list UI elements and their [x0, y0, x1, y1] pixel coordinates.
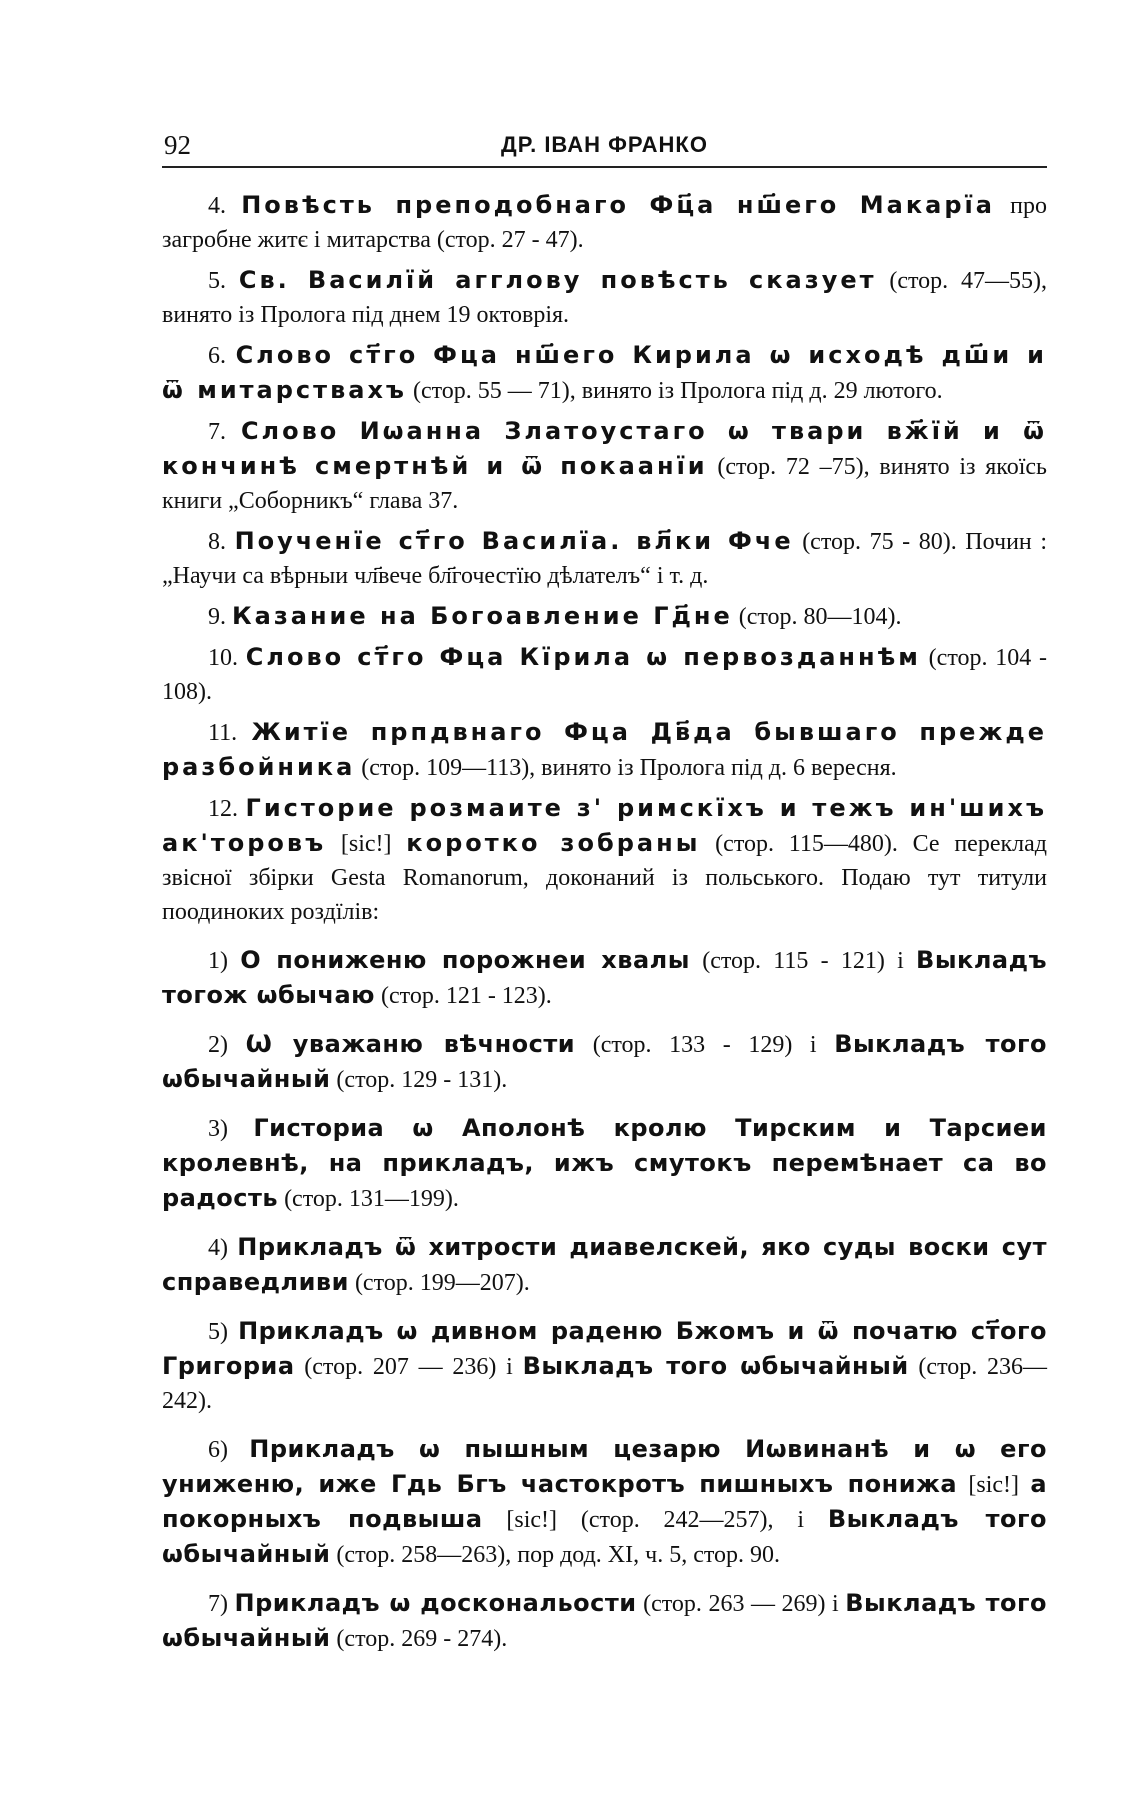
entry-text: (стор. 115—480). Се переклад звісної збірки Gesta Romanorum, доконаний із польського. Подаю тут титули поодиноких роздїлів: — [162, 831, 1047, 925]
list-item — [162, 414, 1047, 518]
list-item — [162, 715, 1047, 785]
entry-title-continued: коротко зобраны — [406, 829, 701, 857]
list-item — [162, 1586, 1047, 1656]
entry-title: Повѣсть преподобнаго Фц҃а нш҃его Макарїа — [241, 191, 995, 219]
list-item — [162, 1230, 1047, 1300]
entry-number: 11. — [208, 720, 238, 746]
sub-text: (стор. 207 — 236) і — [304, 1354, 513, 1380]
sub-title: Прикладъ ѿ хитрости диавелскей, яко суды воски сут справедливи — [162, 1233, 1048, 1296]
entry-text: (стор. 109—113), винято із Пролога під д. 6 вересня. — [361, 755, 897, 781]
sub-title: Выкладъ того ѡбычайный — [162, 1505, 1047, 1568]
sub-title: Выкладъ тогож ѡбычаю — [162, 946, 1048, 1009]
sub-title: Гисториа ѡ Аполонѣ кролю Тирским и Тарсиеи кролевнѣ, на прикладъ, ижъ смутокъ перемѣнает са во радость — [162, 1114, 1047, 1212]
page-number: 92 — [164, 130, 191, 160]
entry-number: 4. — [208, 193, 226, 219]
entry-title: Казание на Богоавление Гд҃не — [232, 602, 733, 630]
list-item — [162, 188, 1047, 257]
sub-text: (стор. 131—199). — [284, 1186, 459, 1212]
list-item — [162, 1111, 1047, 1216]
list-item — [162, 1027, 1047, 1097]
sub-text: (стор. 129 - 131). — [336, 1067, 508, 1093]
sub-title: Прикладъ ѡ доскональости — [234, 1589, 637, 1617]
page-header — [162, 122, 1047, 168]
sub-number: 1) — [208, 948, 228, 974]
entry-title: Слово Иѡанна Златоустаго ѡ твари вж҃їй и ѿ кончинѣ смертнѣй и ѿ покаанїи — [162, 417, 1047, 480]
entry-number: 7. — [208, 419, 226, 445]
sub-title: Выкладъ того ѡбычайный — [162, 1030, 1048, 1093]
sub-title: Выкладъ того ѡбычайный — [162, 1589, 1048, 1652]
list-item — [162, 1314, 1047, 1418]
sub-text: [sic!] (стор. 242—257), і — [506, 1507, 805, 1533]
sub-title: О пониженю порожнеи хвалы — [240, 946, 690, 974]
sub-title: а покорныхъ подвыша — [162, 1470, 1048, 1533]
entry-title: Поученїе ст҃го Василїа. вл҃ки Фче — [234, 527, 794, 555]
entry-title: Слово ст҃го Фца нш҃его Кирила ѡ исходѣ дш҃и и ѿ митарствахъ — [162, 341, 1047, 404]
list-item — [162, 791, 1047, 929]
entry-text: (стор. 104 - 108). — [162, 645, 1048, 705]
sub-title: Ѡ уважаню вѣчности — [245, 1030, 576, 1058]
entry-number: 9. — [208, 604, 226, 630]
entry-text: (стор. 55 — 71), винято із Пролога під д. 29 лютого. — [412, 378, 943, 404]
sub-title: Прикладъ ѡ дивном раденю Бжомъ и ѿ початю ст҃ого Григориа — [162, 1317, 1048, 1380]
entry-number: 6. — [208, 343, 226, 369]
sub-text: (стор. 263 — 269) і — [643, 1591, 839, 1617]
sub-text: (стор. 115 - 121) і — [702, 948, 904, 974]
entry-text: про загробне житє і митарства (стор. 27 - 47). — [162, 193, 1047, 253]
entry-text: (стор. 75 - 80). Почин : „Научи са вѣрныи чл҃вече бл҃гочестїю дѣлателъ“ і т. д. — [162, 529, 1048, 589]
entry-number: 12. — [208, 796, 238, 822]
running-head: ДР. ІВАН ФРАНКО — [501, 132, 708, 157]
entry-title: Гисторие розмаите з' римскїхъ и тежъ ин'шихъ ак'торовъ — [162, 794, 1047, 857]
entry-text: (стор. 72 –75), винято із якоїсь книги „Соборникъ“ глава 37. — [162, 454, 1048, 514]
entry-title: Слово ст҃го Фца Кїрила ѡ первозданнѣм — [245, 643, 921, 671]
book-page — [162, 122, 1047, 1670]
sub-number: 6) — [208, 1437, 228, 1463]
sub-title: Выкладъ того ѡбычайный — [522, 1352, 909, 1380]
sub-number: 3) — [208, 1116, 228, 1142]
sub-number: 5) — [208, 1319, 228, 1345]
sub-text: (стор. 258—263), пор дод. XI, ч. 5, стор. 90. — [336, 1542, 781, 1568]
list-item — [162, 263, 1047, 332]
entry-number: 8. — [208, 529, 226, 555]
entry-number: 10. — [208, 645, 238, 671]
entry-title: Житїе прпдвнаго Фца Дв҃да бывшаго прежде разбойника — [162, 718, 1047, 781]
entry-text: (стор. 47—55), винято із Пролога під днем 19 октоврія. — [162, 268, 1047, 328]
sub-text: (стор. 121 - 123). — [381, 983, 552, 1009]
sub-text: (стор. 199—207). — [354, 1270, 530, 1296]
sic-note: [sic!] — [968, 1472, 1020, 1498]
sub-text: (стор. 133 - 129) і — [592, 1032, 817, 1058]
list-item — [162, 338, 1047, 408]
list-item — [162, 640, 1047, 709]
page-body — [162, 188, 1047, 1656]
sub-title: Прикладъ ѡ пышным цезарю Иѡвинанѣ и ѡ его униженю, иже Гдь Бгъ частокротъ пишныхъ понижа — [162, 1435, 1047, 1498]
list-item — [162, 599, 1047, 634]
list-item — [162, 524, 1047, 593]
sub-text: (стор. 236—242). — [162, 1354, 1048, 1414]
sub-number: 4) — [208, 1235, 228, 1261]
sub-text: (стор. 269 - 274). — [336, 1626, 508, 1652]
entry-title: Св. Василїй агглову повѣсть сказует — [238, 266, 877, 294]
sic-note: [sic!] — [340, 831, 392, 857]
list-item — [162, 1432, 1047, 1572]
list-item — [162, 943, 1047, 1013]
entry-text: (стор. 80—104). — [738, 604, 902, 630]
entry-number: 5. — [208, 268, 226, 294]
sub-number: 7) — [208, 1591, 228, 1617]
sub-number: 2) — [208, 1032, 228, 1058]
